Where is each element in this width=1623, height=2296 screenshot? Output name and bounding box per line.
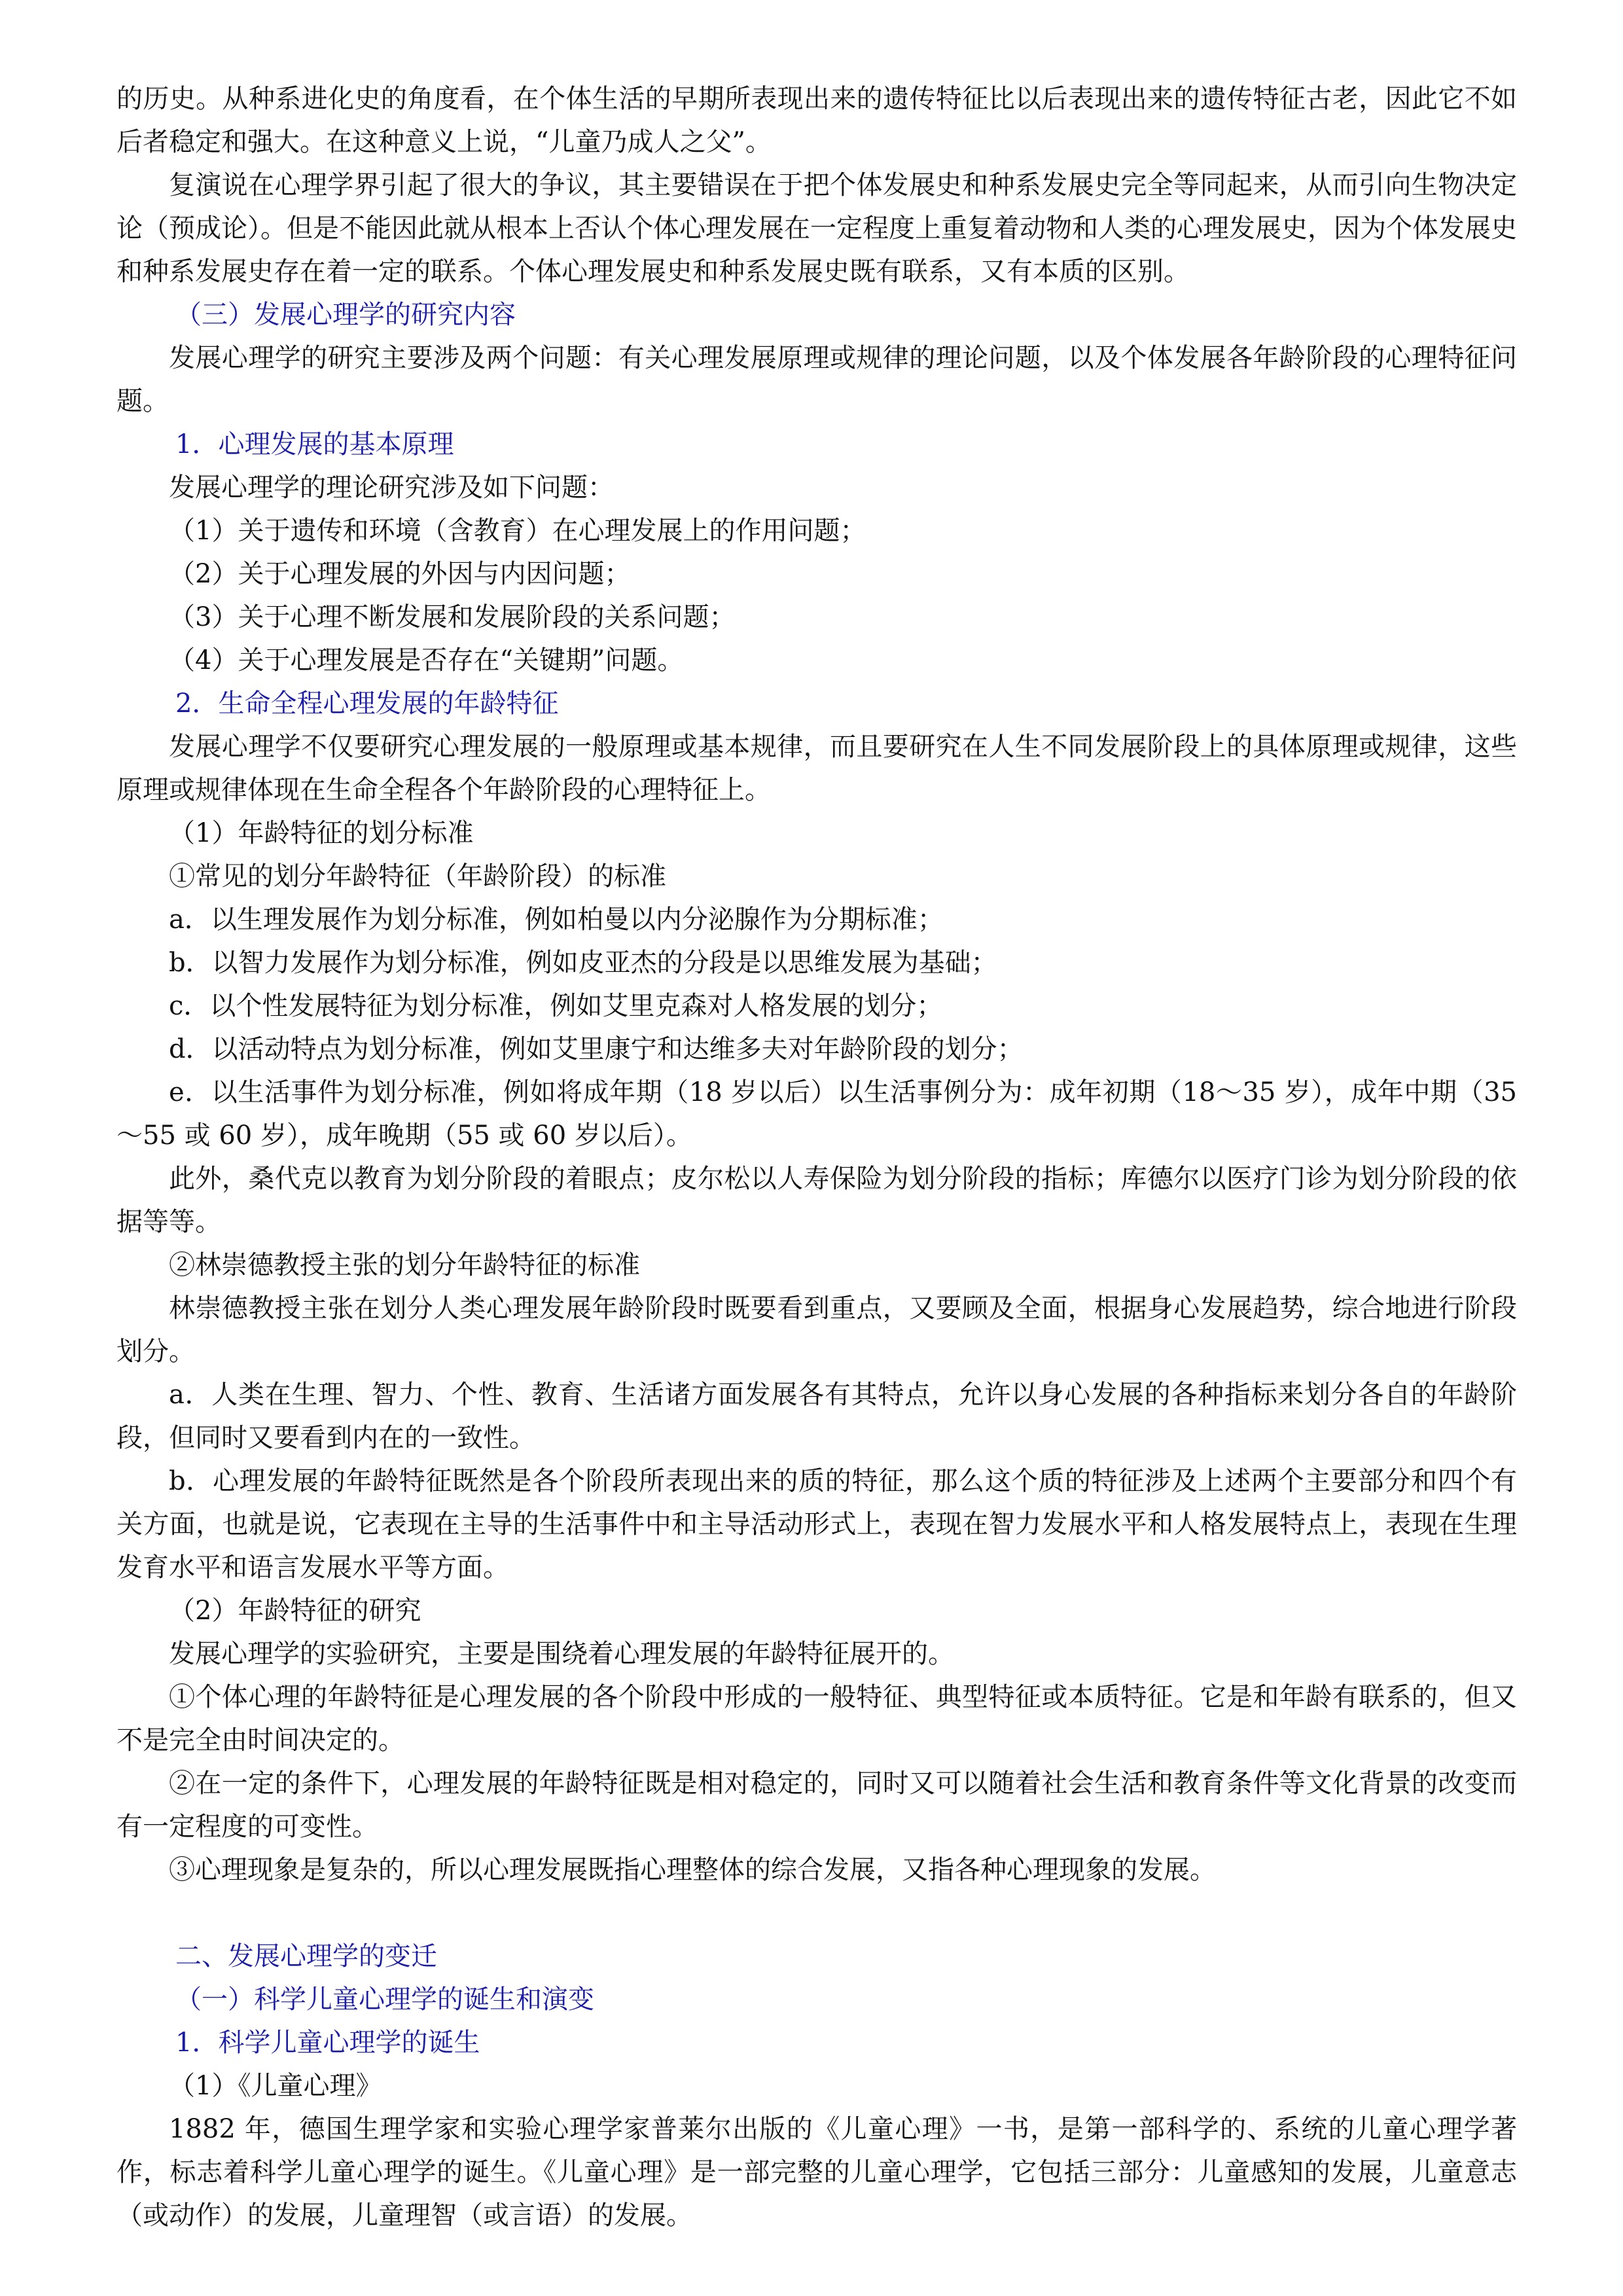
paragraph: a．人类在生理、智力、个性、教育、生活诸方面发展各有其特点，允许以身心发展的各种指标来划分各自的年龄阶段，但同时又要看到内在的一致性。 bbox=[116, 1380, 1517, 1453]
paragraph: ②林崇德教授主张的划分年龄特征的标准 bbox=[169, 1250, 640, 1280]
paragraph: 发展心理学的理论研究涉及如下问题： bbox=[169, 473, 614, 503]
paragraph: b．以智力发展作为划分标准，例如皮亚杰的分段是以思维发展为基础； bbox=[169, 948, 997, 978]
paragraph: （2）关于心理发展的外因与内因问题； bbox=[169, 559, 631, 589]
section-heading: 二、发展心理学的变迁 bbox=[175, 1941, 437, 1971]
paragraph: 发展心理学的研究主要涉及两个问题：有关心理发展原理或规律的理论问题，以及个体发展各年龄阶段的心理特征问题。 bbox=[116, 343, 1517, 416]
section-heading: 2．生命全程心理发展的年龄特征 bbox=[175, 689, 559, 719]
paragraph: （2）年龄特征的研究 bbox=[169, 1596, 421, 1626]
document-page bbox=[116, 77, 1517, 2237]
section-heading: 1．心理发展的基本原理 bbox=[175, 429, 454, 459]
section-heading: （一）科学儿童心理学的诞生和演变 bbox=[175, 1984, 594, 2015]
paragraph: c．以个性发展特征为划分标准，例如艾里克森对人格发展的划分； bbox=[169, 991, 943, 1021]
paragraph: （1）《儿童心理》 bbox=[169, 2071, 382, 2101]
paragraph: （3）关于心理不断发展和发展阶段的关系问题； bbox=[169, 602, 736, 632]
section-spacer bbox=[116, 1892, 1517, 1935]
paragraph: ③心理现象是复杂的，所以心理发展既指心理整体的综合发展，又指各种心理现象的发展。 bbox=[169, 1855, 1216, 1885]
paragraph: ②在一定的条件下，心理发展的年龄特征既是相对稳定的，同时又可以随着社会生活和教育条件等文化背景的改变而有一定程度的可变性。 bbox=[116, 1768, 1517, 1842]
paragraph: 发展心理学的实验研究，主要是围绕着心理发展的年龄特征展开的。 bbox=[169, 1639, 954, 1669]
paragraph: ①常见的划分年龄特征（年龄阶段）的标准 bbox=[169, 861, 666, 891]
paragraph: （1）关于遗传和环境（含教育）在心理发展上的作用问题； bbox=[169, 516, 866, 546]
paragraph: 复演说在心理学界引起了很大的争议，其主要错误在于把个体发展史和种系发展史完全等同起来，从而引向生物决定论（预成论）。但是不能因此就从根本上否认个体心理发展在一定程度上重复着动物和人类的心理发展史，因为个体发展史和种系发展史存在着一定的联系。个体心理发展史和种系发展史既有联系，又有本质的区别。 bbox=[116, 170, 1517, 287]
paragraph: e．以生活事件为划分标准，例如将成年期（18 岁以后）以生活事例分为：成年初期（18～35 岁），成年中期（35～55 或 60 岁），成年晚期（55 或 60 岁以后）。 bbox=[116, 1077, 1517, 1151]
paragraph: （4）关于心理发展是否存在“关键期”问题。 bbox=[169, 645, 684, 675]
paragraph: 此外，桑代克以教育为划分阶段的着眼点；皮尔松以人寿保险为划分阶段的指标；库德尔以医疗门诊为划分阶段的依据等等。 bbox=[116, 1164, 1517, 1237]
paragraph: d．以活动特点为划分标准，例如艾里康宁和达维多夫对年龄阶段的划分； bbox=[169, 1034, 1024, 1064]
paragraph: ①个体心理的年龄特征是心理发展的各个阶段中形成的一般特征、典型特征或本质特征。它是和年龄有联系的，但又不是完全由时间决定的。 bbox=[116, 1682, 1517, 1755]
paragraph: 发展心理学不仅要研究心理发展的一般原理或基本规律，而且要研究在人生不同发展阶段上的具体原理或规律，这些原理或规律体现在生命全程各个年龄阶段的心理特征上。 bbox=[116, 732, 1517, 805]
section-heading: 1．科学儿童心理学的诞生 bbox=[175, 2028, 480, 2058]
paragraph: 1882 年，德国生理学家和实验心理学家普莱尔出版的《儿童心理》一书，是第一部科学的、系统的儿童心理学著作，标志着科学儿童心理学的诞生。《儿童心理》是一部完整的儿童心理学，它包括三部分：儿童感知的发展，儿童意志（或动作）的发展，儿童理智（或言语）的发展。 bbox=[116, 2114, 1517, 2231]
section-heading: （三）发展心理学的研究内容 bbox=[175, 300, 516, 330]
paragraph: 林崇德教授主张在划分人类心理发展年龄阶段时既要看到重点，又要顾及全面，根据身心发展趋势，综合地进行阶段划分。 bbox=[116, 1293, 1517, 1367]
paragraph: 的历史。从种系进化史的角度看，在个体生活的早期所表现出来的遗传特征比以后表现出来的遗传特征古老，因此它不如后者稳定和强大。在这种意义上说，“儿童乃成人之父”。 bbox=[116, 84, 1517, 157]
paragraph: （1）年龄特征的划分标准 bbox=[169, 818, 474, 848]
paragraph: a．以生理发展作为划分标准，例如柏曼以内分泌腺作为分期标准； bbox=[169, 905, 944, 935]
paragraph: b．心理发展的年龄特征既然是各个阶段所表现出来的质的特征，那么这个质的特征涉及上述两个主要部分和四个有关方面，也就是说，它表现在主导的生活事件中和主导活动形式上，表现在智力发展水平和人格发展特点上，表现在生理发育水平和语言发展水平等方面。 bbox=[116, 1466, 1517, 1583]
